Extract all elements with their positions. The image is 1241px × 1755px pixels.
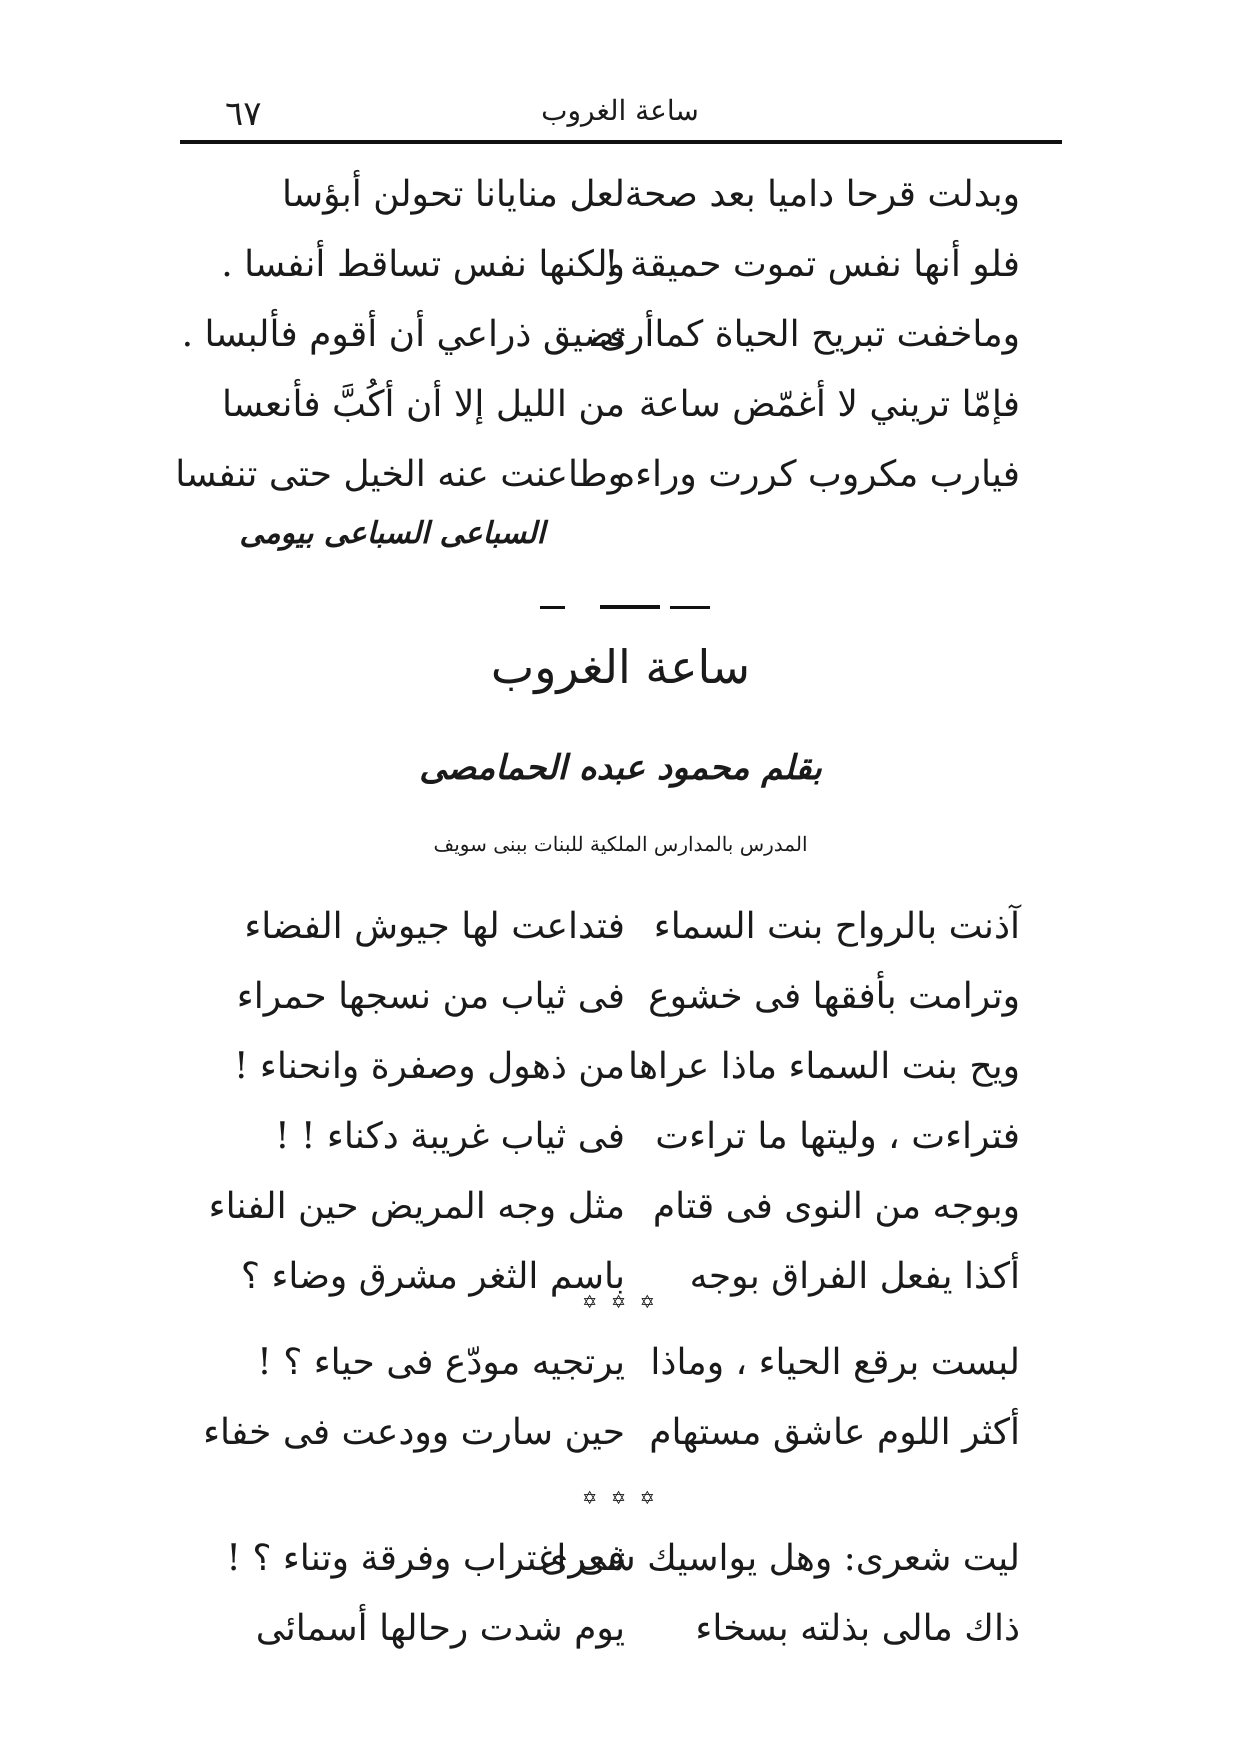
hemistich-first: أكذا يفعل الفراق بوجه	[689, 1256, 1020, 1297]
verse-row	[221, 370, 1020, 440]
header-rule	[180, 140, 1062, 144]
verse-row	[208, 1172, 1020, 1242]
hemistich-first: وبوجه من النوى فى قتام	[652, 1186, 1020, 1227]
section-divider	[540, 606, 710, 609]
poem-title: ساعة الغروب	[490, 640, 751, 694]
verse-row	[225, 1594, 1020, 1664]
hemistich-first: فيارب مكروب كررت وراءه	[616, 454, 1020, 495]
poem-stanza-3	[225, 1524, 1020, 1664]
hemistich-second: فى اغتراب وفرقة وتناء ؟ !	[226, 1538, 625, 1579]
hemistich-first: آذنت بالرواح بنت السماء	[653, 906, 1020, 947]
hemistich-second: فى ثياب غريبة دكناء ! !	[275, 1116, 625, 1157]
hemistich-second: يرتجيه مودّع فى حياء ؟ !	[257, 1342, 625, 1383]
hemistich-first: ذاك مالى بذلته بسخاء	[695, 1608, 1020, 1649]
hemistich-second: من ذهول وصفرة وانحناء !	[234, 1046, 625, 1087]
page-number: ٦٧	[225, 94, 262, 134]
hemistich-first: فلو أنها نفس تموت حميقة !	[604, 244, 1020, 285]
previous-poem-verses	[175, 160, 1020, 510]
poem-author: بقلم محمود عبده الحمامصى	[419, 748, 822, 788]
poem-subtitle: المدرس بالمدارس الملكية للبنات ببنى سويف	[433, 832, 808, 856]
hemistich-second: وطاعنت عنه الخيل حتى تنفسا	[175, 454, 625, 495]
hemistich-second: يوم شدت رحالها أسمائى	[255, 1608, 625, 1649]
hemistich-second: فى ثياب من نسجها حمراء	[236, 976, 625, 1017]
poem-stanza-1	[208, 892, 1020, 1312]
running-title: ساعة الغروب	[541, 94, 699, 127]
hemistich-second: حين سارت وودعت فى خفاء	[203, 1412, 625, 1453]
hemistich-first: وماخفت تبريح الحياة كماأرى،	[587, 314, 1020, 355]
hemistich-second: ولكنها نفس تساقط أنفسا .	[221, 244, 625, 285]
verse-row	[225, 1524, 1020, 1594]
hemistich-second: لعل منايانا تحولن أبؤسا	[281, 174, 625, 215]
hemistich-first: ويح بنت السماء ماذا عراها	[627, 1046, 1020, 1087]
verse-row	[221, 230, 1020, 300]
verse-row	[203, 1398, 1020, 1468]
hemistich-first: فإمّا تريني لا أغمّض ساعة	[638, 384, 1020, 425]
verse-row	[225, 1328, 1020, 1398]
verse-row	[225, 962, 1020, 1032]
hemistich-first: فتراءت ، وليتها ما تراءت	[655, 1116, 1020, 1157]
hemistich-first: لبست برقع الحياء ، وماذا	[650, 1342, 1020, 1383]
verse-row	[225, 1102, 1020, 1172]
hemistich-first: وبدلت قرحا داميا بعد صحة	[624, 174, 1020, 215]
stanza-separator: ✡ ✡ ✡	[582, 1292, 659, 1313]
verse-row	[225, 1032, 1020, 1102]
hemistich-second: من الليل إلا أن أكُبَّ فأنعسا	[221, 384, 625, 425]
verse-row	[181, 300, 1020, 370]
hemistich-second: فتداعت لها جيوش الفضاء	[244, 906, 625, 947]
verse-row	[175, 440, 1020, 510]
hemistich-first: أكثر اللوم عاشق مستهام	[649, 1412, 1020, 1453]
hemistich-second: مثل وجه المريض حين الفناء	[208, 1186, 625, 1227]
running-header	[180, 78, 1060, 148]
hemistich-first: ليت شعرى: وهل يواسيك شعرى	[540, 1538, 1020, 1579]
previous-poem-signature: السباعى السباعى بيومى	[239, 516, 545, 551]
hemistich-first: وترامت بأفقها فى خشوع	[648, 976, 1020, 1017]
verse-row	[225, 892, 1020, 962]
verse-row	[225, 160, 1020, 230]
hemistich-second: تضيق ذراعي أن أقوم فألبسا .	[181, 314, 625, 355]
hemistich-second: باسم الثغر مشرق وضاء ؟	[240, 1256, 625, 1297]
poem-stanza-2	[203, 1328, 1020, 1468]
stanza-separator: ✡ ✡ ✡	[582, 1488, 659, 1509]
